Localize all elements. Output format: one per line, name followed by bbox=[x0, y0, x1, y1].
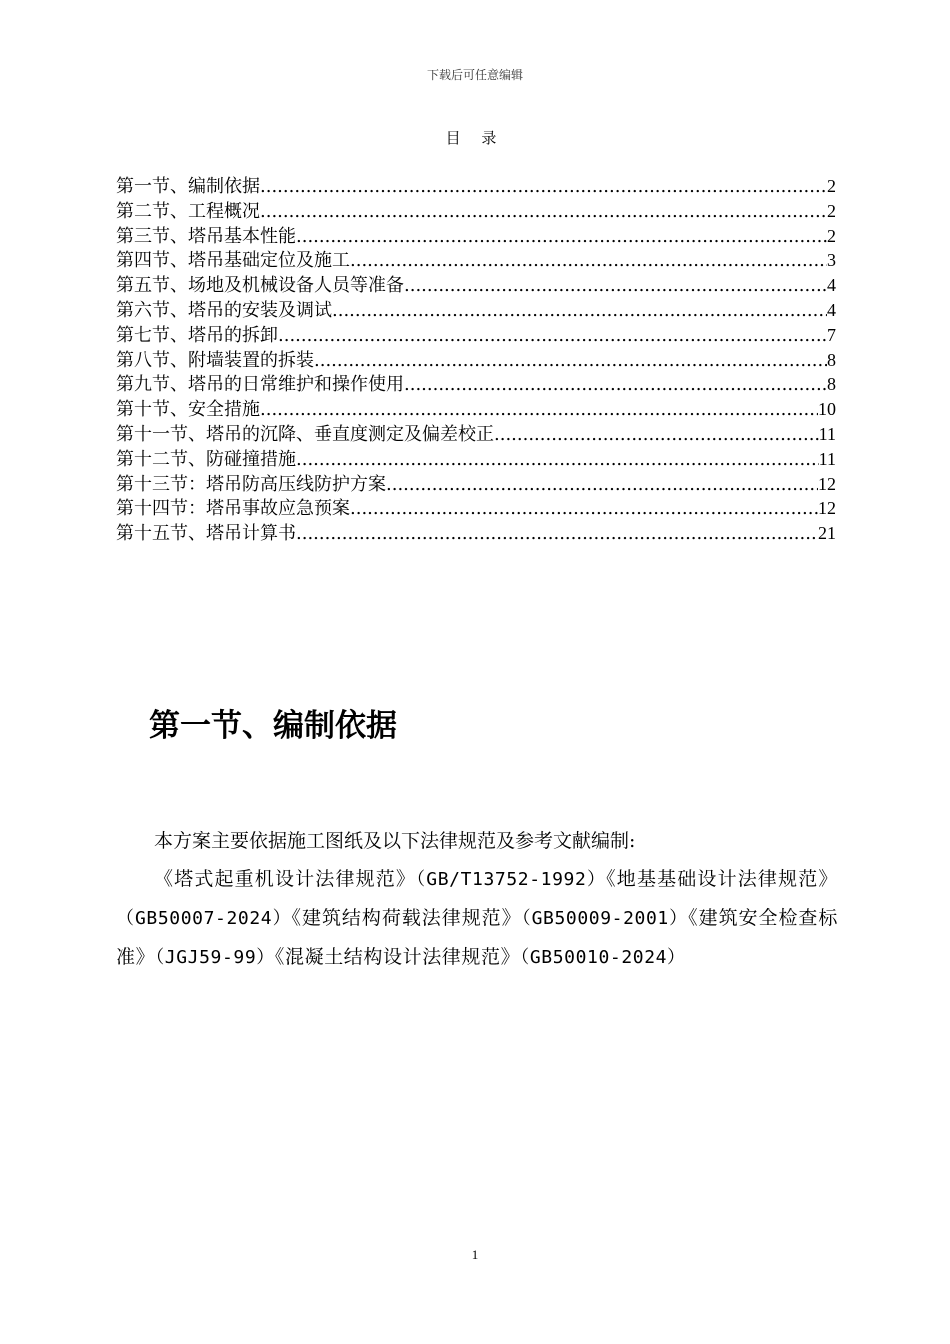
reference-title: 《混凝土结构设计法律规范》 bbox=[274, 946, 521, 968]
toc-entry[interactable] bbox=[116, 348, 836, 373]
toc-entry-label: 第四节、塔吊基础定位及施工 bbox=[116, 250, 350, 272]
toc-entry-label: 第二节、工程概况 bbox=[116, 200, 260, 222]
reference-code: （GB50010-2024） bbox=[520, 947, 686, 968]
toc-leader-dots bbox=[350, 497, 818, 522]
toc-leader-dots bbox=[296, 448, 819, 473]
reference-title: 《塔式起重机设计法律规范》 bbox=[154, 868, 417, 890]
toc-entry-page: 11 bbox=[818, 448, 836, 469]
toc-entry-page: 7 bbox=[827, 324, 836, 345]
toc-entry[interactable] bbox=[116, 174, 836, 199]
toc-leader-dots bbox=[404, 373, 827, 398]
toc-entry[interactable] bbox=[116, 323, 836, 348]
toc-entry-page: 3 bbox=[827, 250, 836, 271]
toc-leader-dots bbox=[494, 423, 819, 448]
toc-entry-page: 4 bbox=[827, 299, 836, 320]
toc-entry-page: 8 bbox=[827, 374, 836, 395]
toc-leader-dots bbox=[314, 349, 827, 374]
toc-leader-dots bbox=[296, 225, 827, 250]
toc-leader-dots bbox=[260, 398, 818, 423]
toc-entry-page: 11 bbox=[818, 423, 836, 444]
toc-entry[interactable] bbox=[116, 521, 836, 546]
header-note: 下载后可任意编辑 bbox=[426, 68, 523, 82]
toc-leader-dots bbox=[386, 473, 818, 498]
toc-entry-label: 第十一节、塔吊的沉降、垂直度测定及偏差校正 bbox=[116, 423, 494, 445]
toc-entry-label: 第十二节、防碰撞措施 bbox=[116, 448, 296, 470]
reference-title: 《建筑结构荷载法律规范》 bbox=[291, 907, 522, 929]
toc-entry-label: 第八节、附墙装置的拆装 bbox=[116, 349, 314, 371]
toc-entry-page: 21 bbox=[818, 523, 836, 544]
toc-entry[interactable] bbox=[116, 397, 836, 422]
reference-code: （GB50009-2001） bbox=[521, 908, 689, 929]
reference-title: 《地基基础设计法律规范》 bbox=[606, 868, 839, 890]
toc-entry-label: 第十三节：塔吊防高压线防护方案 bbox=[116, 473, 386, 495]
toc-entry-page: 8 bbox=[827, 349, 836, 370]
toc-entry-label: 第一节、编制依据 bbox=[116, 176, 260, 197]
toc-entry-label: 第十节、安全措施 bbox=[116, 399, 260, 421]
toc-leader-dots bbox=[296, 522, 818, 547]
toc-entry[interactable] bbox=[116, 199, 836, 224]
toc-entry-label: 第三节、塔吊基本性能 bbox=[116, 225, 296, 247]
toc-entry[interactable] bbox=[116, 273, 836, 298]
toc-entry-page: 2 bbox=[827, 225, 836, 246]
toc-leader-dots bbox=[278, 324, 827, 349]
toc-title: 目 录 bbox=[445, 129, 505, 147]
toc-entry[interactable] bbox=[116, 372, 836, 397]
page-number: 1 bbox=[471, 1247, 479, 1262]
toc-entry[interactable] bbox=[116, 496, 836, 521]
toc-entry-page: 10 bbox=[818, 399, 836, 420]
toc-entry-label: 第六节、塔吊的安装及调试 bbox=[116, 299, 332, 321]
toc-entry[interactable] bbox=[116, 447, 836, 472]
intro-paragraph: 本方案主要依据施工图纸及以下法律规范及参考文献编制: bbox=[154, 830, 636, 852]
references-paragraph bbox=[116, 860, 838, 977]
toc-entry[interactable] bbox=[116, 224, 836, 249]
section-heading: 第一节、编制依据 bbox=[149, 708, 397, 744]
toc-entry-label: 第十四节：塔吊事故应急预案 bbox=[116, 498, 350, 520]
toc-entry[interactable] bbox=[116, 422, 836, 447]
toc-entry-label: 第七节、塔吊的拆卸 bbox=[116, 324, 278, 346]
toc-entry-label: 第五节、场地及机械设备人员等准备 bbox=[116, 275, 404, 297]
toc-entry-page: 12 bbox=[818, 473, 836, 494]
toc-leader-dots bbox=[332, 299, 827, 324]
toc-entry-label: 第十五节、塔吊计算书 bbox=[116, 523, 296, 545]
reference-code: （JGJ59-99） bbox=[155, 947, 275, 968]
reference-code: （GB/T13752-1992） bbox=[416, 869, 607, 890]
toc-entry-page: 4 bbox=[827, 275, 836, 296]
toc-entry[interactable] bbox=[116, 298, 836, 323]
toc-leader-dots bbox=[260, 200, 827, 225]
reference-title: 《建筑安全检查标准》 bbox=[116, 907, 838, 968]
toc-entry-label: 第九节、塔吊的日常维护和操作使用 bbox=[116, 374, 404, 396]
toc-entry-page: 2 bbox=[827, 176, 836, 196]
toc-entry-page: 2 bbox=[827, 200, 836, 221]
reference-code: （GB50007-2024） bbox=[116, 908, 292, 929]
toc-entry-page: 12 bbox=[818, 498, 836, 519]
toc-leader-dots bbox=[260, 175, 827, 200]
body-text bbox=[116, 822, 838, 977]
toc-leader-dots bbox=[404, 274, 827, 299]
table-of-contents bbox=[116, 174, 836, 546]
toc-leader-dots bbox=[350, 249, 827, 274]
toc-entry[interactable] bbox=[116, 472, 836, 497]
toc-entry[interactable] bbox=[116, 248, 836, 273]
